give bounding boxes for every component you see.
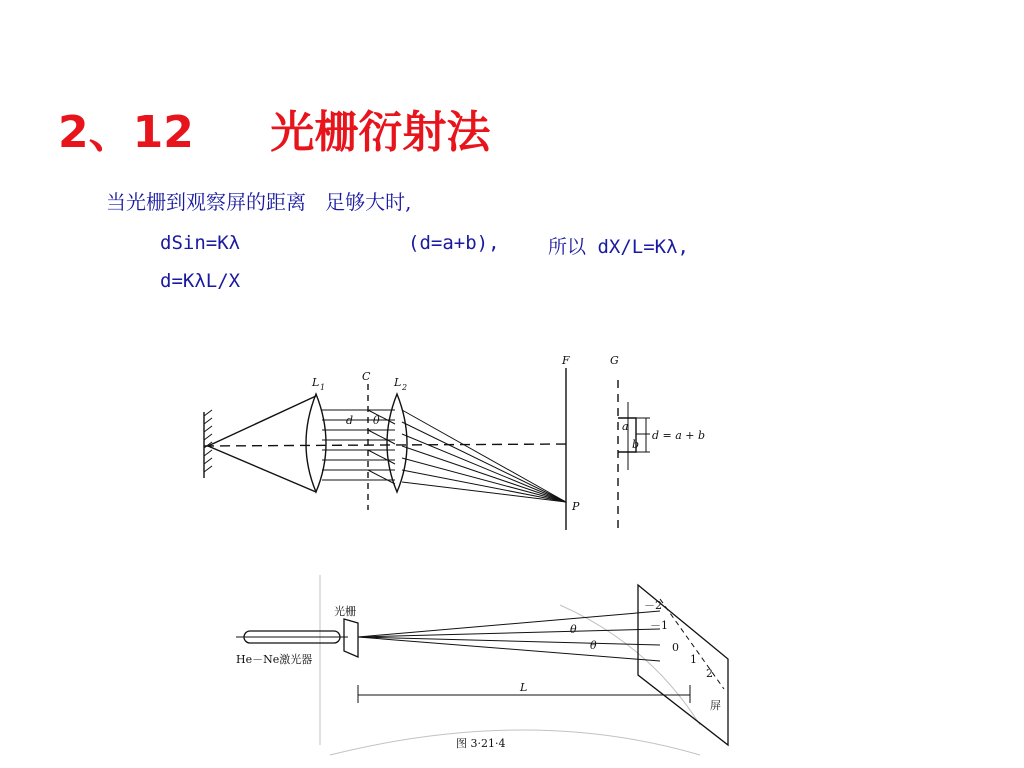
- incident-ray-lower: [208, 446, 316, 492]
- label-l2: L: [394, 376, 402, 389]
- formula-result: d=KλL/X: [160, 270, 241, 292]
- label-theta: θ: [373, 414, 380, 427]
- figure-caption: 图 3·21·4: [456, 737, 506, 750]
- label-a: a: [622, 420, 629, 433]
- label-d-small: d: [346, 414, 354, 427]
- label-theta-upper: θ: [570, 623, 577, 636]
- label-screen: 屏: [710, 699, 721, 712]
- subtitle-text: 当光栅到观察屏的距离 足够大时,: [106, 190, 412, 214]
- incident-ray-upper: [208, 396, 316, 446]
- label-order-1: 1: [690, 653, 697, 666]
- lens-l2: [387, 394, 407, 492]
- parallel-beam: [322, 410, 395, 484]
- label-l2-sub: 2: [402, 383, 408, 392]
- label-order-0: 0: [672, 641, 679, 654]
- label-l1: L: [312, 376, 320, 389]
- lens-l1: [306, 394, 326, 492]
- label-laser: He－Ne激光器: [236, 653, 313, 666]
- label-theta-lower: θ: [590, 639, 597, 652]
- label-g: G: [610, 354, 619, 367]
- label-l1-sub: 1: [320, 383, 326, 392]
- label-b: b: [632, 438, 640, 451]
- label-f: F: [562, 354, 570, 367]
- laser-grating-diagram: [230, 545, 770, 765]
- label-p: P: [572, 500, 580, 513]
- label-grating: 光栅: [334, 605, 356, 618]
- label-order-minus-1: －1: [650, 619, 668, 632]
- label-order-minus-2: －2: [644, 599, 662, 612]
- label-c: C: [362, 370, 371, 383]
- label-order-2: 2: [706, 667, 713, 680]
- converging-rays: [402, 410, 566, 502]
- formula-small-angle: 所以 dX/L=Kλ,: [548, 236, 689, 258]
- source-hatching: [204, 410, 212, 472]
- label-distance: L: [520, 681, 528, 694]
- faded-background: [320, 575, 700, 755]
- grating-lens-diagram: [190, 350, 720, 540]
- grating-plate: [344, 619, 358, 657]
- formula-grating-equation: dSin=Kλ: [160, 232, 241, 254]
- label-d-equation: d = a + b: [652, 429, 706, 442]
- formula-grating-constant: (d=a+b),: [408, 232, 500, 254]
- slide-title: 2、12 光栅衍射法: [58, 107, 491, 158]
